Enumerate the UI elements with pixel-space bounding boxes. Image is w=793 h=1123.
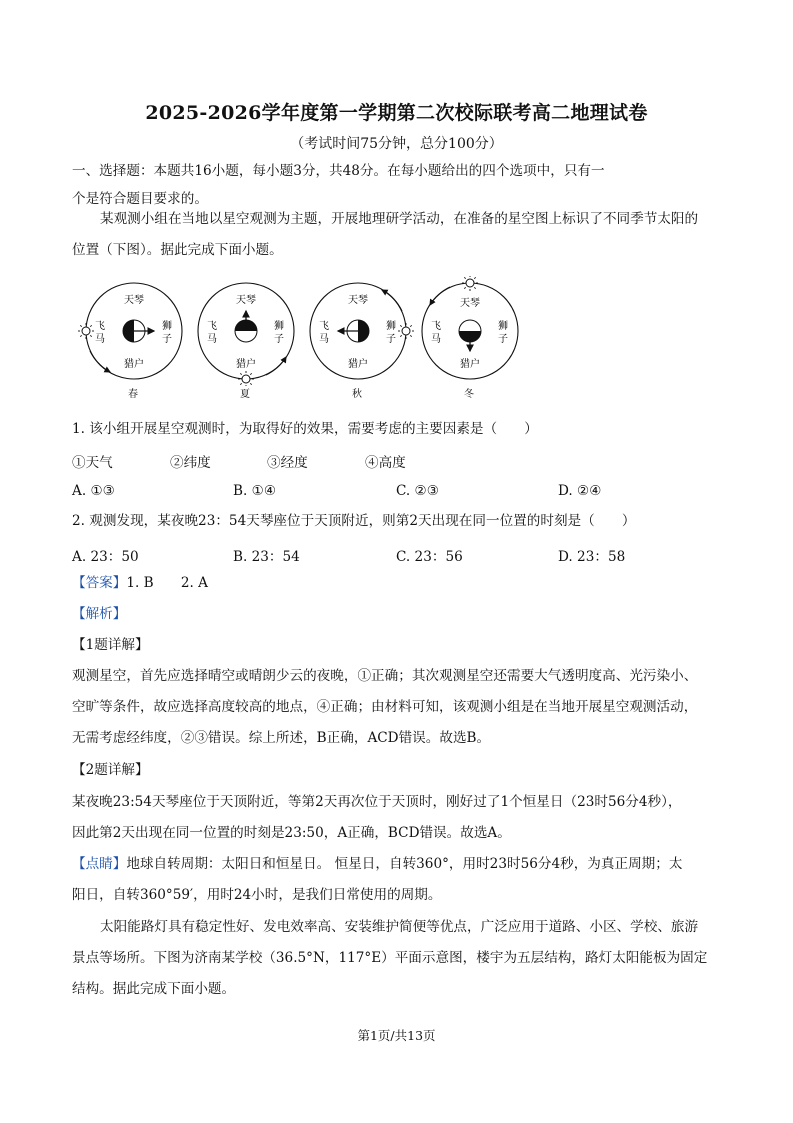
svg-text:狮: 狮 [386,321,396,332]
svg-text:狮: 狮 [498,321,508,332]
detail-1-line3: 无需考虑经纬度，②③错误。综上所述，B正确，ACD错误。故选B。 [72,730,491,746]
q2-option-c: C. 23：56 [396,549,463,565]
detail-2-tag: 【2题详解】 [72,762,149,778]
svg-text:马: 马 [431,334,441,345]
tip-line1: 地球自转周期：太阳日和恒星日。 恒星日，自转360°，用时23时56分4秒，为真正周期；太 [126,856,683,872]
q1-factor-2: ②纬度 [170,455,211,471]
material-1-line1: 某观测小组在当地以星空观测为主题，开展地理研学活动，在准备的星空图上标识了不同季节太阳的 [100,211,699,227]
caption-summer-text: 夏 [240,389,250,400]
svg-text:猎户: 猎户 [236,359,256,370]
material-1-line2: 位置（下图）。据此完成下面小题。 [72,242,283,258]
svg-text:子: 子 [498,334,508,345]
svg-text:马: 马 [319,334,329,345]
svg-text:飞: 飞 [207,321,217,332]
svg-text:飞: 飞 [319,321,329,332]
label-leo-2: 子 [162,334,172,345]
label-pegasus-1: 飞 [95,321,105,332]
svg-text:猎户: 猎户 [460,359,480,370]
q1-stem: 1. 该小组开展星空观测时，为取得好的效果，需要考虑的主要因素是（ ） [72,421,538,437]
figure-captions [68,385,538,403]
q1-option-c: C. ②③ [396,483,439,499]
q2-option-a: A. 23：50 [72,549,139,565]
caption-spring-text: 春 [128,389,138,400]
diagram-autumn [310,283,414,379]
q1-factor-1: ①天气 [72,455,113,471]
material-2-line1: 太阳能路灯具有稳定性好、发电效率高、安装维护简便等优点，广泛应用于道路、小区、学校、旅游 [100,919,699,935]
svg-text:子: 子 [386,334,396,345]
q1-factor-3: ③经度 [267,455,308,471]
label-leo-1: 狮 [162,321,172,332]
svg-text:猎户: 猎户 [348,359,368,370]
svg-text:狮: 狮 [274,321,284,332]
label-pegasus-2: 马 [95,334,105,345]
material-2-line3: 结构。据此完成下面小题。 [72,981,236,997]
caption-autumn-text: 秋 [352,389,362,400]
exam-title: 2025-2026学年度第一学期第二次校际联考高二地理试卷 [145,102,648,124]
star-chart-figure [68,276,538,386]
answer-line [72,568,724,599]
answer-tag: 【答案】 [72,575,127,591]
material-2-line2: 景点等场所。下图为济南某学校（36.5°N，117°E）平面示意图，楼宇为五层结构，路灯太阳能板为固定 [72,950,708,966]
label-lyra: 天琴 [124,295,144,306]
section-intro-line2: 个是符合题目要求的。 [72,191,208,207]
detail-1-tag: 【1题详解】 [72,637,149,653]
svg-text:马: 马 [207,334,217,345]
q1-factor-4: ④高度 [365,455,406,471]
svg-text:飞: 飞 [431,321,441,332]
diagram-winter [422,276,518,379]
q2-option-d: D. 23：58 [558,549,626,565]
material-1 [72,204,724,266]
diagram-spring [78,283,182,379]
label-orion: 猎户 [124,359,144,370]
svg-text:子: 子 [274,334,284,345]
exam-subtitle: （考试时间75分钟，总分100分） [290,136,503,152]
q1-option-b: B. ①④ [233,483,277,499]
tip-block [72,849,724,911]
detail-1-line1: 观测星空，首先应选择晴空或晴朗少云的夜晚，①正确；其次观测星空还需要大气透明度高、光污染小、 [72,668,698,684]
detail-2-line2: 因此第2天出现在同一位置的时刻是23:50，A正确，BCD错误。故选A。 [72,825,511,841]
tip-tag: 【点睛】 [72,856,127,872]
svg-text:天琴: 天琴 [460,298,480,309]
svg-text:天琴: 天琴 [236,295,256,306]
q1-option-d: D. ②④ [558,483,602,499]
detail-2-body [72,787,724,849]
answer-text: 1. B 2. A [126,575,208,591]
page-number: 第1页/共13页 [357,1028,436,1043]
svg-text:天琴: 天琴 [348,295,368,306]
material-2 [72,912,724,1005]
detail-1-body [72,661,724,754]
section-intro-line1: 一、选择题：本题共16小题，每小题3分，共48分。在每小题给出的四个选项中，只有一 [72,163,605,179]
detail-1-line2: 空旷等条件，故应选择高度较高的地点，④正确；由材料可知，该观测小组是在当地开展星空观测活动， [72,699,698,715]
diagram-summer [198,283,294,386]
detail-2-line1: 某夜晚23:54天琴座位于天顶附近，等第2天再次位于天顶时，刚好过了1个恒星日（23时56分4秒）， [72,794,682,810]
tip-line2: 阳日，自转360°59′，用时24小时，是我们日常使用的周期。 [72,887,442,903]
analysis-tag: 【解析】 [72,606,127,622]
q2-stem: 2. 观测发现，某夜晚23：54天琴座位于天顶附近，则第2天出现在同一位置的时刻是（ ） [72,513,636,529]
caption-winter-text: 冬 [464,389,474,400]
q2-option-b: B. 23：54 [233,549,300,565]
q1-option-a: A. ①③ [72,483,115,499]
